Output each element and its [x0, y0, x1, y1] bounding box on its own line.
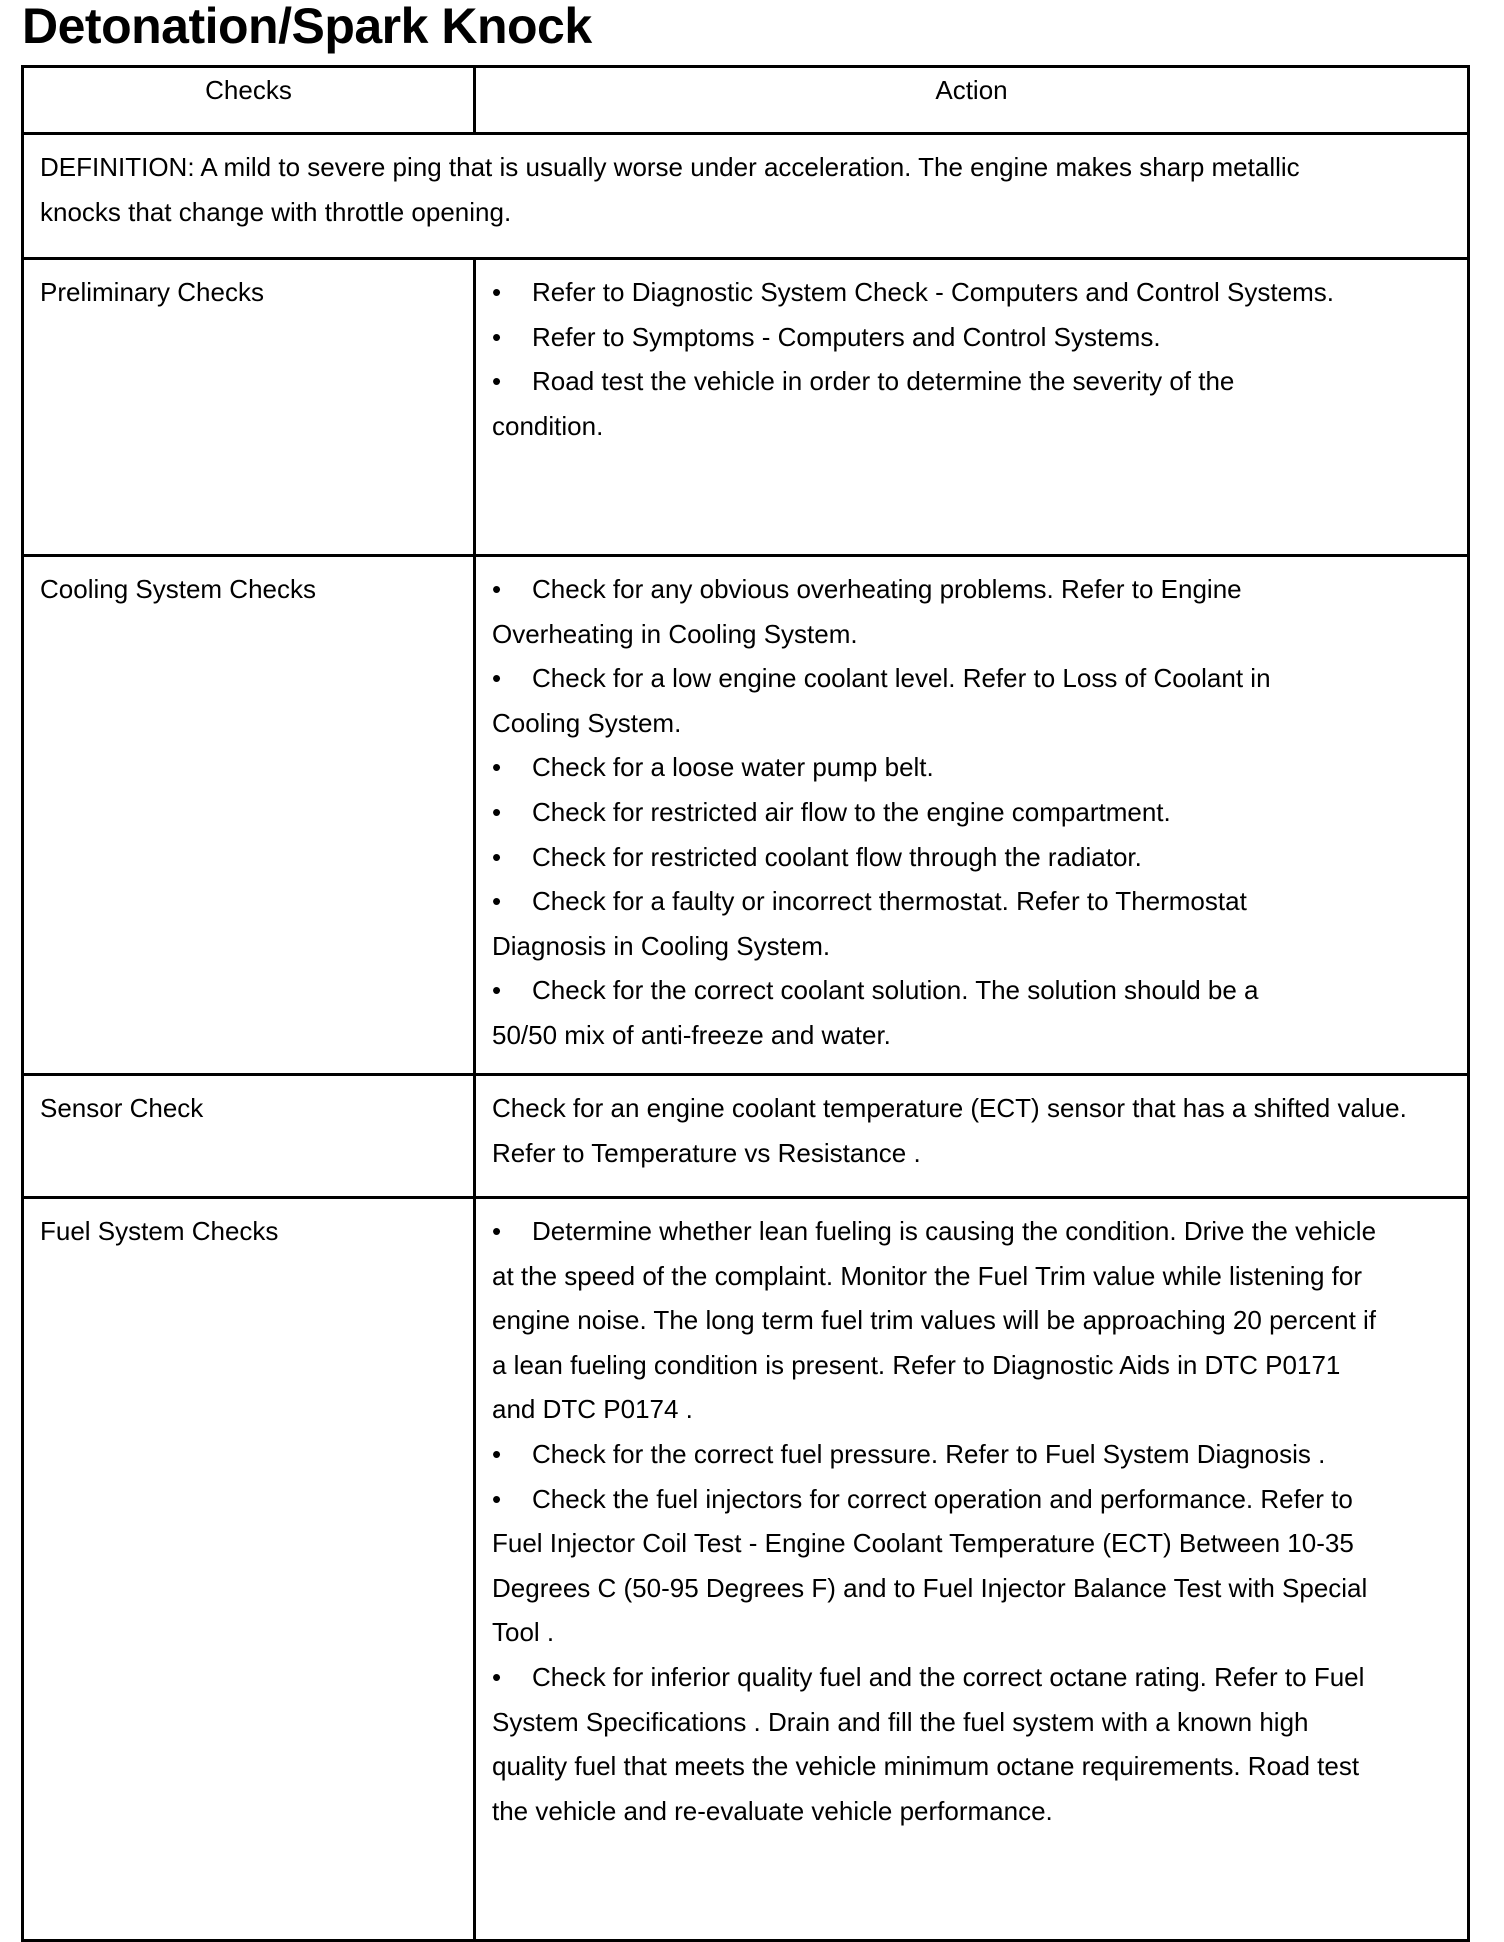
- diagnostic-table: [21, 65, 1470, 1942]
- action-cell: [475, 1075, 1469, 1198]
- action-text: Check for a faulty or incorrect thermostat. Refer to Thermostat Diagnosis in Cooling System.: [492, 886, 1247, 961]
- action-text: Refer to Diagnostic System Check - Computers and Control Systems.: [532, 277, 1334, 307]
- table-row: [23, 556, 1469, 1075]
- action-item: [492, 315, 1407, 360]
- action-text: Check for the correct coolant solution. The solution should be a 50/50 mix of anti-freeze and water.: [492, 975, 1259, 1050]
- bullet-icon: •: [492, 841, 502, 872]
- action-item: [492, 270, 1407, 315]
- table-row: [23, 1198, 1469, 1941]
- action-item: [492, 745, 1357, 790]
- table-row: [23, 259, 1469, 556]
- bullet-icon: •: [492, 886, 502, 917]
- definition-cell: [23, 134, 1469, 259]
- action-text: Check for a low engine coolant level. Refer to Loss of Coolant in Cooling System.: [492, 663, 1271, 738]
- action-item: [492, 567, 1357, 656]
- action-cell: [475, 259, 1469, 556]
- bullet-icon: •: [492, 1216, 502, 1246]
- action-item: [492, 835, 1357, 880]
- action-text: Check for any obvious overheating problems. Refer to Engine Overheating in Cooling System.: [492, 574, 1242, 649]
- action-text: Check for restricted air flow to the engine compartment.: [532, 796, 1171, 827]
- action-text: Determine whether lean fueling is causing the condition. Drive the vehicle at the speed of the complaint. Monitor the Fuel Trim value while listening for engine noise. The long term fuel trim values will be approaching 20 percent if a lean fueling condition is present. Refer to Diagnostic Aids in DTC P0171 and DTC P0174 .: [492, 1216, 1377, 1425]
- check-cell: [23, 259, 475, 556]
- bullet-icon: •: [492, 366, 502, 397]
- action-item: [492, 656, 1357, 745]
- action-text: Check for a loose water pump belt.: [532, 752, 934, 783]
- bullet-icon: •: [492, 1438, 502, 1469]
- bullet-icon: •: [492, 796, 502, 827]
- action-text: Refer to Symptoms - Computers and Control Systems.: [532, 321, 1161, 352]
- bullet-icon: •: [492, 975, 502, 1006]
- action-text: Check for the correct fuel pressure. Refer to Fuel System Diagnosis .: [532, 1438, 1326, 1469]
- check-cell: [23, 1075, 475, 1198]
- page-title: Detonation/Spark Knock: [22, 0, 592, 54]
- action-text: Check for an engine coolant temperature (ECT) sensor that has a shifted value. Refer to Temperature vs Resistance .: [492, 1093, 1407, 1168]
- bullet-icon: •: [492, 1483, 502, 1514]
- bullet-icon: •: [492, 277, 502, 307]
- action-text: Check for restricted coolant flow through the radiator.: [532, 841, 1142, 872]
- action-item: [492, 790, 1357, 835]
- bullet-icon: •: [492, 321, 502, 352]
- action-text: Check the fuel injectors for correct operation and performance. Refer to Fuel Injector Coil Test - Engine Coolant Temperature (ECT) Between 10-35 Degrees C (50-95 Degrees F) and to Fuel Injector Balance Test with Special Tool .: [492, 1483, 1368, 1648]
- definition-text: DEFINITION: A mild to severe ping that is usually worse under acceleration. The engine makes sharp metallic knocks that change with throttle opening.: [40, 152, 1300, 227]
- check-label: Sensor Check: [40, 1093, 204, 1123]
- bullet-icon: •: [492, 752, 502, 783]
- table-header-row: [23, 67, 1469, 134]
- action-item: [492, 1209, 1377, 1432]
- action-item: [492, 1477, 1377, 1655]
- check-cell: [23, 556, 475, 1075]
- check-cell: [23, 1198, 475, 1941]
- check-label: Preliminary Checks: [40, 277, 264, 307]
- action-item: [492, 1655, 1377, 1833]
- action-item: [492, 1432, 1377, 1477]
- bullet-icon: •: [492, 663, 502, 694]
- action-item: [492, 879, 1357, 968]
- bullet-icon: •: [492, 574, 502, 604]
- action-text: Check for inferior quality fuel and the correct octane rating. Refer to Fuel System Specifications . Drain and fill the fuel system with a known high quality fuel that meets the vehicle minimum octane requirements. Road test the vehicle and re-evaluate vehicle performance.: [492, 1661, 1365, 1826]
- check-label: Fuel System Checks: [40, 1216, 279, 1246]
- column-header-action: Action: [475, 67, 1469, 134]
- action-cell: [475, 1198, 1469, 1941]
- action-text: Road test the vehicle in order to determine the severity of the condition.: [492, 366, 1235, 441]
- table-row: [23, 1075, 1469, 1198]
- bullet-icon: •: [492, 1661, 502, 1692]
- action-cell: [475, 556, 1469, 1075]
- action-item: [492, 968, 1357, 1057]
- definition-row: [23, 134, 1469, 259]
- check-label: Cooling System Checks: [40, 574, 316, 604]
- action-item: [492, 359, 1407, 448]
- column-header-checks: Checks: [23, 67, 475, 134]
